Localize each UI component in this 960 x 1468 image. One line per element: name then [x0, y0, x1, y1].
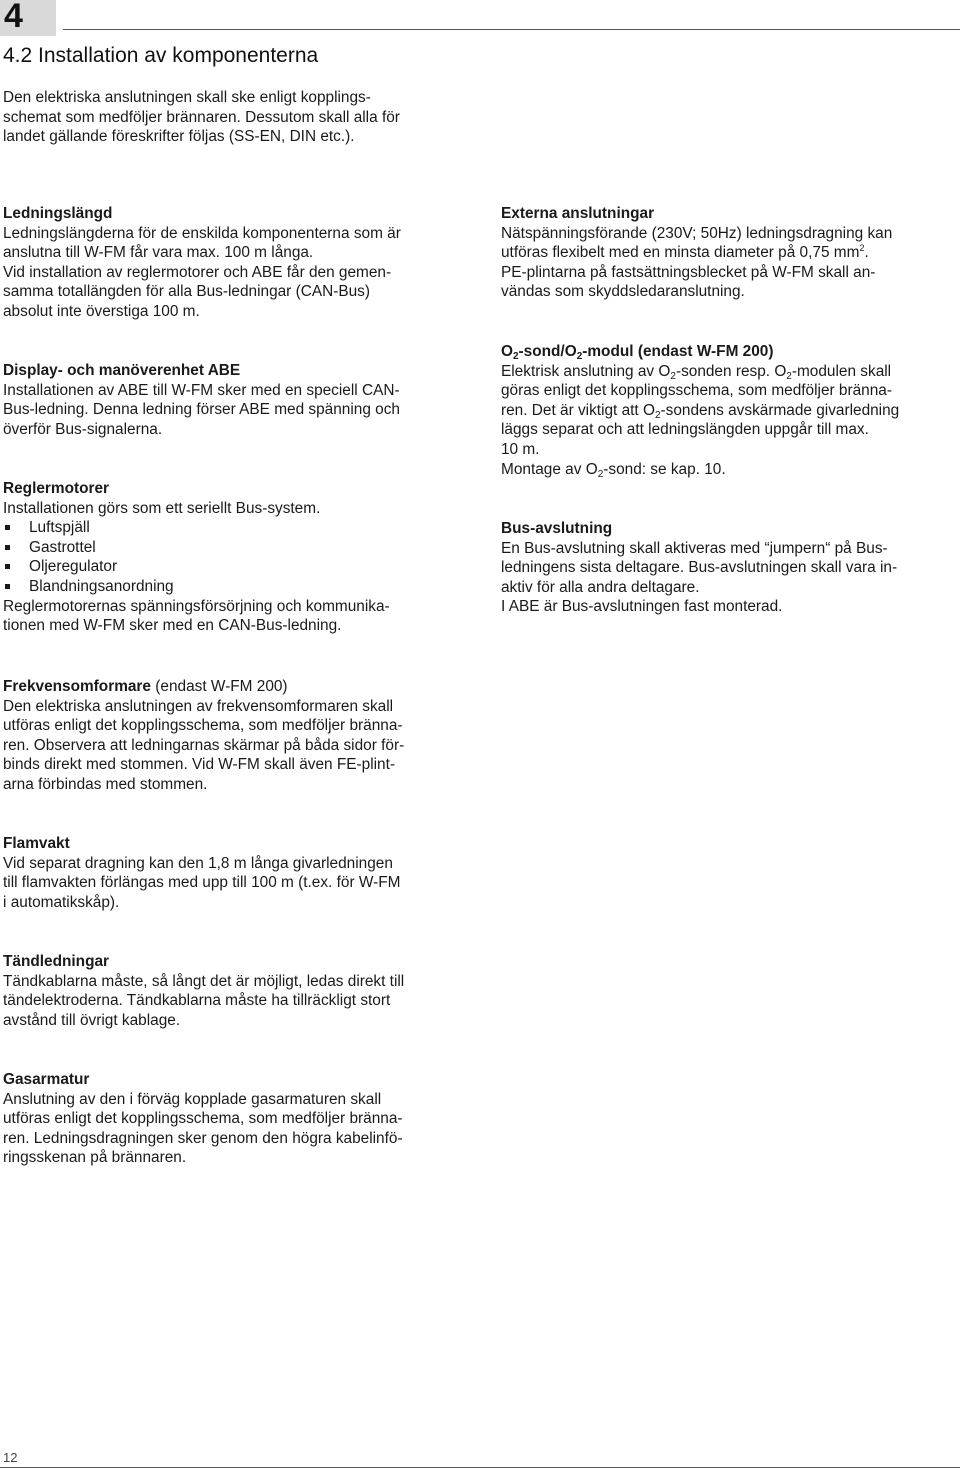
o2-line: 10 m.	[501, 440, 540, 458]
ledningslangd-text: Ledningslängderna för de enskilda komponenterna som är anslutna till W-FM får vara max. 100 m långa. Vid installation av reglermotorer och ABE får den gemen- samma totallängden för alla Bus-ledningar (CAN-Bus) absolut inte överstiga 100 m.	[3, 224, 401, 320]
flamvakt-heading: Flamvakt	[3, 835, 70, 852]
list-item: Luftspjäll	[3, 518, 473, 538]
o2-line: läggs separat och att ledningslängden uppgår till max.	[501, 421, 869, 439]
bullet-square-icon	[5, 564, 10, 569]
section-frekvens	[3, 677, 473, 795]
reglermotorer-list	[3, 518, 473, 596]
display-text: Installationen av ABE till W-FM sker med en speciell CAN- Bus-ledning. Denna ledning förser ABE med spänning och överför Bus-signalerna.	[3, 381, 400, 438]
tandledningar-text: Tändkablarna måste, så långt det är möjligt, ledas direkt till tändelektroderna. Tändkablarna måste ha tillräckligt stort avstånd till övrigt kablage.	[3, 972, 405, 1029]
section-gasarmatur	[3, 1070, 473, 1168]
reglermotorer-heading: Reglermotorer	[3, 480, 110, 497]
o2-line: Elektrisk anslutning av $O_2$-sonden resp. $O_2$-modulen skall	[501, 362, 892, 382]
section-o2	[501, 342, 960, 479]
gasarmatur-heading: Gasarmatur	[3, 1071, 90, 1088]
chapter-tab	[0, 0, 56, 36]
bullet-square-icon	[5, 584, 10, 589]
section-busavslutning	[501, 519, 960, 617]
section-title: 4.2 Installation av komponenterna	[3, 44, 319, 67]
section-reglermotorer	[3, 479, 473, 636]
o2-heading: $O_2-sond/O_2$-modul (endast W-FM 200)	[501, 343, 774, 362]
section-tandledningar	[3, 952, 473, 1030]
header-rule	[63, 29, 960, 30]
section-flamvakt	[3, 834, 473, 912]
chapter-number: 4	[4, 0, 23, 35]
section-ledningslangd	[3, 204, 473, 322]
o2-line: ren. Det är viktigt att $O_2$-sondens avskärmade givarledning	[501, 401, 900, 421]
reglermotorer-outro: Reglermotorernas spänningsförsörjning och kommunika- tionen med W-FM sker med en CAN-Bus-ledning.	[3, 597, 390, 635]
intro-paragraph	[3, 88, 473, 147]
list-item: Gastrottel	[3, 538, 473, 558]
bullet-square-icon	[5, 525, 10, 530]
reglermotorer-intro: Installationen görs som ett seriellt Bus-system.	[3, 499, 321, 517]
list-item: Blandningsanordning	[3, 577, 473, 597]
page-number: 12	[3, 1450, 18, 1465]
frekvens-text: Den elektriska anslutningen av frekvensomformaren skall utföras enligt det kopplingsschema, som medföljer bränna- ren. Observera att ledningarnas skärmar på båda sidor för- binds direkt med stommen. Vid W-FM skall även FE-plint- arna förbindas med stommen.	[3, 697, 405, 793]
bullet-square-icon	[5, 545, 10, 550]
display-heading: Display- och manöverenhet ABE	[3, 362, 241, 379]
externa-heading: Externa anslutningar	[501, 205, 655, 222]
intro-text: Den elektriska anslutningen skall ske enligt kopplings- schemat som medföljer brännaren. Dessutom skall alla för landet gällande föreskrifter följas (SS-EN, DIN etc.).	[3, 89, 400, 146]
flamvakt-text: Vid separat dragning kan den 1,8 m långa givarledningen till flamvakten förlängas med upp till 100 m (t.ex. för W-FM i automatikskåp).	[3, 854, 401, 911]
busavslutning-heading: Bus-avslutning	[501, 520, 613, 537]
gasarmatur-text: Anslutning av den i förväg kopplade gasarmaturen skall utföras enligt det kopplingsschema, som medföljer bränna- ren. Ledningsdragningen sker genom den högra kabelinfö- ringsskenan på brännaren.	[3, 1090, 403, 1167]
o2-line: Montage av $O_2$-sond: se kap. 10.	[501, 460, 726, 480]
ledningslangd-heading: Ledningslängd	[3, 205, 113, 222]
externa-text: Nätspänningsförande (230V; 50Hz) ledningsdragning kan utföras flexibelt med en minsta diameter på 0,75 $mm^2$. PE-plintarna på fastsättningsblecket på W-FM skall an- vändas som skyddsledaranslutning.	[501, 224, 893, 301]
tandledningar-heading: Tändledningar	[3, 953, 110, 970]
busavslutning-text: En Bus-avslutning skall aktiveras med “jumpern“ på Bus- ledningens sista deltagare. Bus-avslutningen skall vara in- aktiv för alla andra deltagare. I ABE är Bus-avslutningen fast monterad.	[501, 539, 898, 616]
frekvens-heading: Frekvensomformare (endast W-FM 200)	[3, 678, 288, 695]
o2-line: göras enligt det kopplingsschema, som medföljer bränna-	[501, 382, 892, 400]
section-display	[3, 361, 473, 439]
list-item: Oljeregulator	[3, 557, 473, 577]
section-externa	[501, 204, 960, 302]
